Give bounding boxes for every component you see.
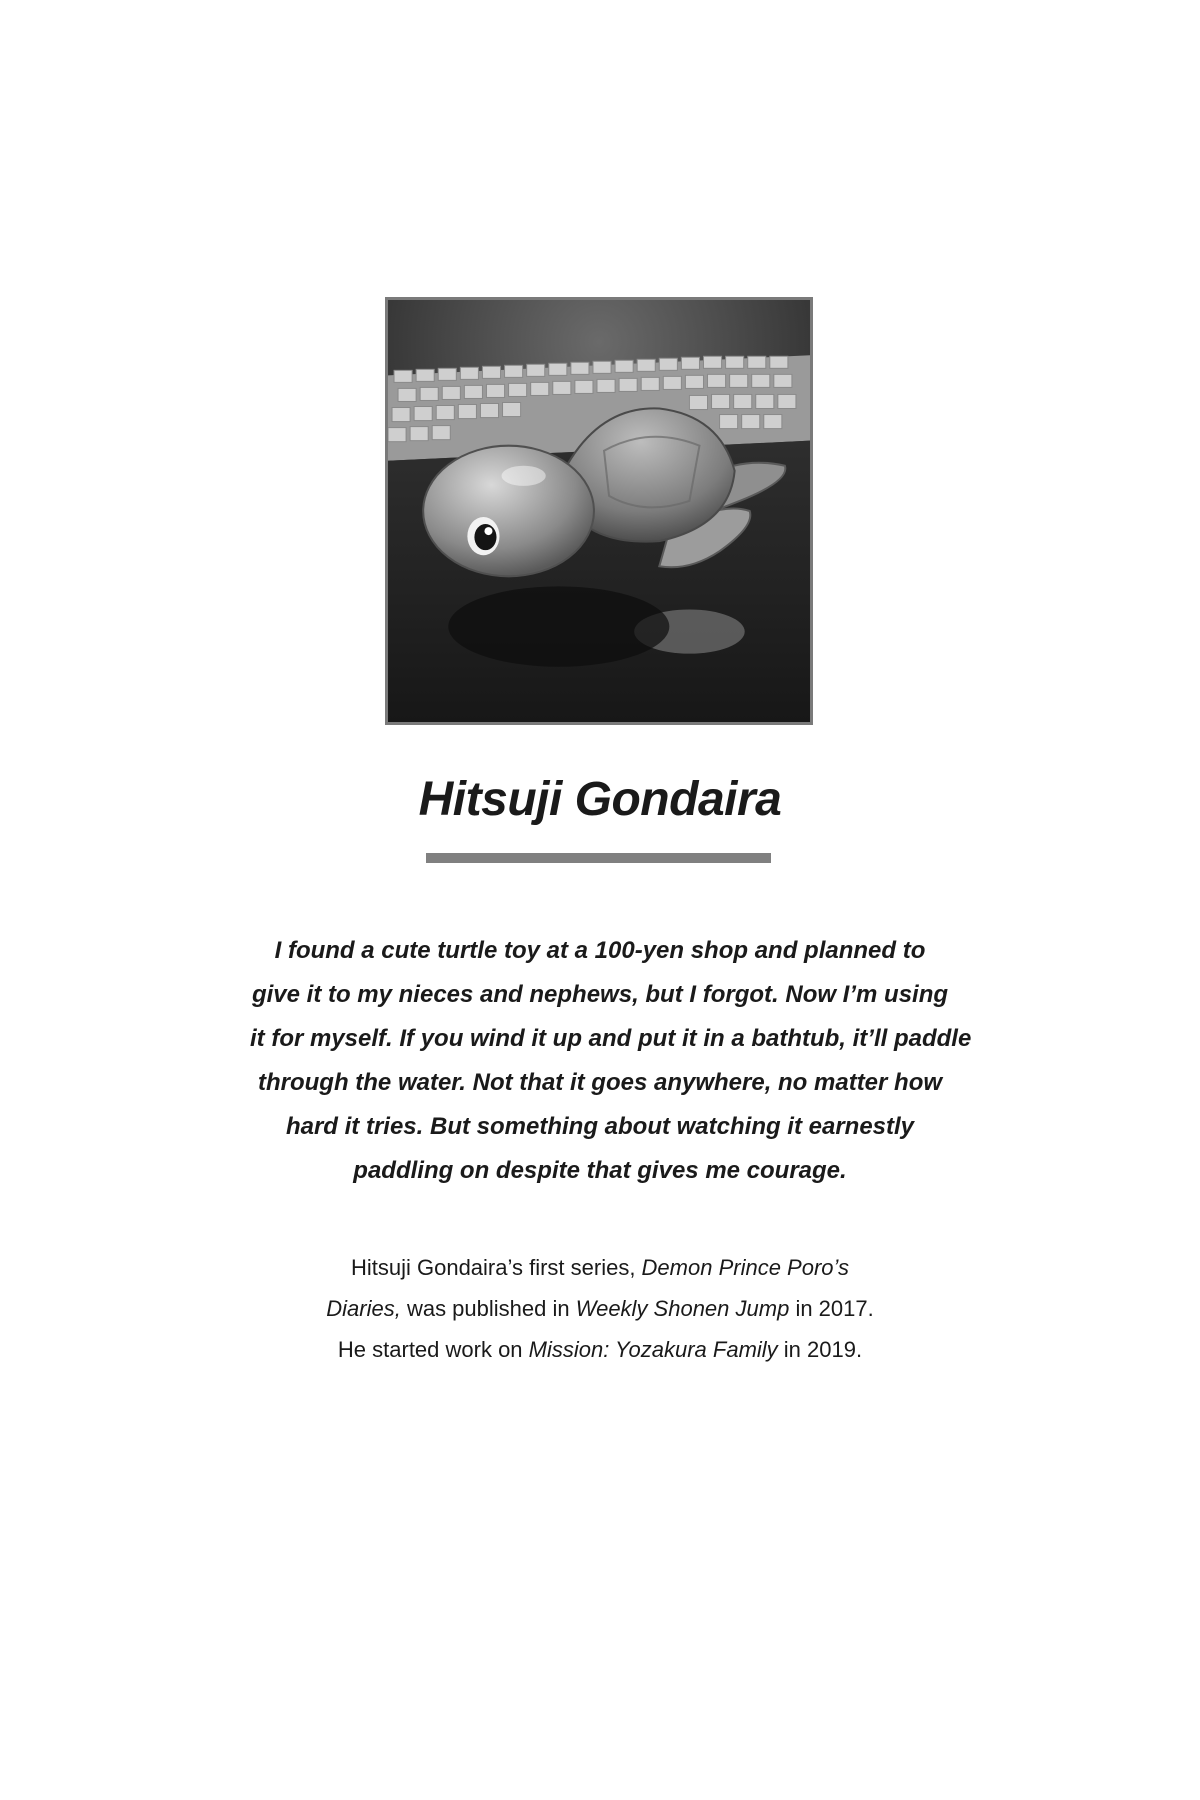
author-bio (250, 1247, 950, 1370)
series-title: Mission: Yozakura Family (528, 1337, 778, 1362)
comment-line: through the water. Not that it goes anywhere, no matter how (257, 1069, 943, 1096)
magazine-title: Weekly Shonen Jump (575, 1296, 790, 1321)
author-photo (385, 297, 813, 725)
bio-line (250, 1288, 950, 1329)
comment-line: I found a cute turtle toy at a 100-yen shop and planned to (274, 937, 926, 964)
turtle-toy-photo (388, 300, 810, 722)
series-title: Diaries, (326, 1296, 401, 1321)
bio-text: in 2019. (777, 1337, 863, 1362)
series-title: Demon Prince Poro’s (641, 1255, 850, 1280)
comment-line: hard it tries. But something about watching it earnestly (285, 1113, 915, 1140)
bio-text: He started work on (337, 1337, 529, 1362)
author-name: Hitsuji Gondaira (418, 773, 782, 826)
bio-line (250, 1329, 950, 1370)
bio-text: was published in (400, 1296, 576, 1321)
comment-line: it for myself. If you wind it up and put it in a bathtub, it’ll paddle (250, 1025, 972, 1052)
comment-line: paddling on despite that gives me courage. (353, 1157, 847, 1184)
author-comment (250, 929, 972, 1193)
comment-line: give it to my nieces and nephews, but I forgot. Now I’m using (251, 981, 949, 1008)
bio-line (250, 1247, 950, 1288)
bio-text: in 2017. (789, 1296, 874, 1321)
name-divider (426, 853, 771, 863)
bio-text: Hitsuji Gondaira’s first series, (350, 1255, 642, 1280)
